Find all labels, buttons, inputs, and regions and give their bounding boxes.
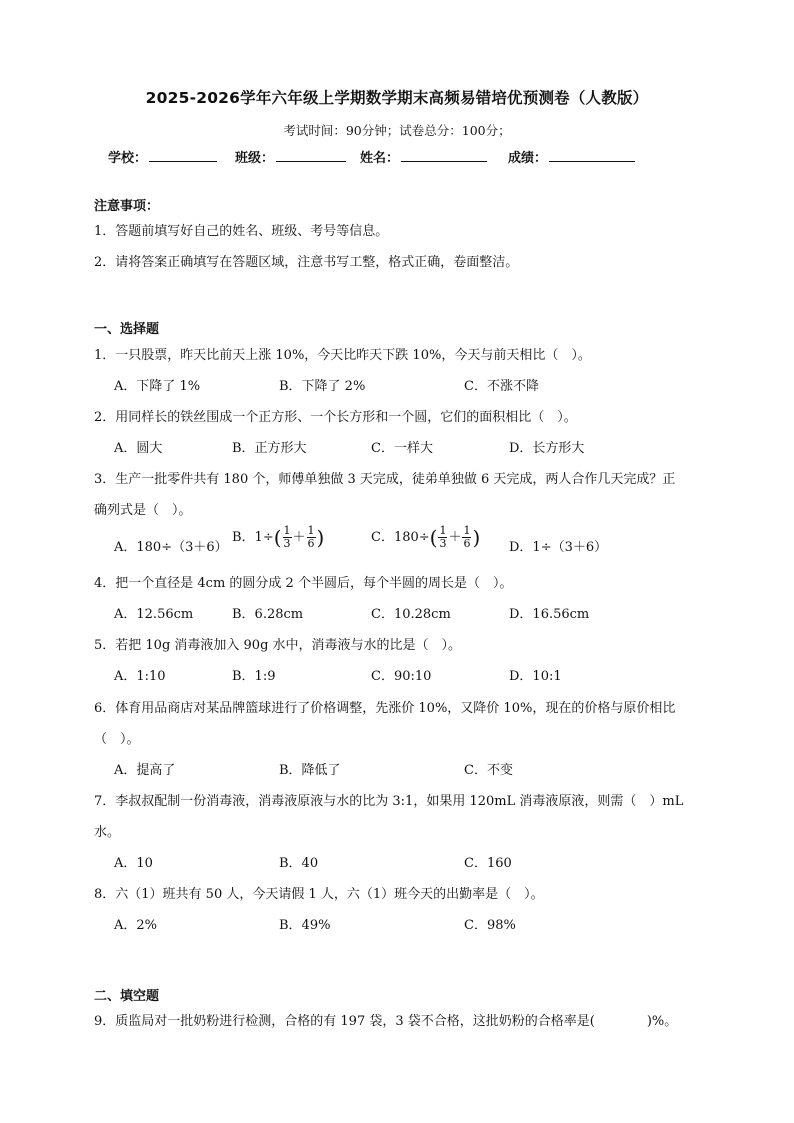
option-7c[interactable]: C．160 xyxy=(464,856,512,871)
plus-sign: ＋ xyxy=(448,530,462,545)
option-2c[interactable]: C．一样大 xyxy=(371,441,433,456)
option-6a[interactable]: A．提高了 xyxy=(114,763,176,778)
numerator: 1 xyxy=(439,524,447,537)
option-1b[interactable]: B．下降了 2% xyxy=(279,379,366,394)
score-label: 成绩： xyxy=(508,151,548,166)
paren-left: ( xyxy=(273,525,282,550)
fraction-one-sixth xyxy=(462,525,471,550)
option-1a[interactable]: A．下降了 1% xyxy=(114,379,201,394)
question-1: 1．一只股票，昨天比前天上涨 10%，今天比昨天下跌 10%，今天与前天相比（ ）。 xyxy=(94,348,591,363)
option-4c[interactable]: C．10.28cm xyxy=(371,607,451,622)
option-3a[interactable]: A．180÷（3＋6） xyxy=(114,540,228,555)
option-3d[interactable]: D．1÷（3＋6） xyxy=(509,540,608,555)
plus-sign: ＋ xyxy=(292,530,306,545)
option-2a[interactable]: A．圆大 xyxy=(114,441,163,456)
option-4d[interactable]: D．16.56cm xyxy=(509,607,590,622)
school-label: 学校： xyxy=(108,151,148,166)
option-7b[interactable]: B．40 xyxy=(279,856,319,871)
option-8b[interactable]: B．49% xyxy=(279,918,331,933)
note-item: 2．请将答案正确填写在答题区域，注意书写工整，格式正确，卷面整洁。 xyxy=(94,255,519,270)
option-4a[interactable]: A．12.56cm xyxy=(114,607,194,622)
denominator: 6 xyxy=(307,537,315,550)
option-6c[interactable]: C．不变 xyxy=(464,763,513,778)
name-label: 姓名： xyxy=(360,151,400,166)
option-2b[interactable]: B．正方形大 xyxy=(232,441,307,456)
class-field[interactable] xyxy=(235,147,346,166)
section-heading-choice: 一、选择题 xyxy=(94,322,160,337)
option-5a[interactable]: A．1:10 xyxy=(114,669,166,684)
question-4: 4．把一个直径是 4cm 的圆分成 2 个半圆后，每个半圆的周长是（ ）。 xyxy=(94,576,513,591)
numerator: 1 xyxy=(307,524,315,537)
denominator: 3 xyxy=(439,537,447,550)
exam-info: 考试时间：90分钟；试卷总分：100分； xyxy=(283,123,511,138)
numerator: 1 xyxy=(283,524,291,537)
option-5c[interactable]: C．90:10 xyxy=(371,669,432,684)
option-3b-label: B．1÷ xyxy=(232,530,274,545)
fraction-one-sixth xyxy=(307,525,316,550)
question-6-cont: （ ）。 xyxy=(94,732,140,747)
name-field[interactable] xyxy=(360,147,487,166)
question-7-cont: 水。 xyxy=(94,825,121,840)
question-6: 6．体育用品商店对某品牌篮球进行了价格调整，先涨价 10%，又降价 10%，现在的价格与原价相比 xyxy=(94,701,676,716)
question-5: 5．若把 10g 消毒液加入 90g 水中，消毒液与水的比是（ ）。 xyxy=(94,638,462,653)
question-8: 8．六（1）班共有 50 人，今天请假 1 人，六（1）班今天的出勤率是（ ）。 xyxy=(94,887,544,902)
question-7: 7．李叔叔配制一份消毒液，消毒液原液与水的比为 3:1，如果用 120mL 消毒液原液，则需（ ）mL xyxy=(94,794,684,809)
score-blank[interactable] xyxy=(549,149,635,162)
class-label: 班级： xyxy=(235,151,275,166)
section-heading-fill: 二、填空题 xyxy=(94,989,160,1004)
fraction-one-third xyxy=(283,525,292,550)
paren-left: ( xyxy=(429,525,438,550)
question-3: 3．生产一批零件共有 180 个，师傅单独做 3 天完成，徒弟单独做 6 天完成，两人合作几天完成？正 xyxy=(94,472,676,487)
school-blank[interactable] xyxy=(149,149,217,162)
score-field[interactable] xyxy=(508,147,635,166)
option-5b[interactable]: B．1:9 xyxy=(232,669,276,684)
option-2d[interactable]: D．长方形大 xyxy=(509,441,585,456)
page-title: 2025-2026学年六年级上学期数学期末高频易错培优预测卷（人教版） xyxy=(145,89,649,107)
paren-right: ) xyxy=(472,525,481,550)
question-9: 9．质监局对一批奶粉进行检测，合格的有 197 袋，3 袋不合格，这批奶粉的合格率是( )%。 xyxy=(94,1014,678,1029)
option-3c-label: C．180÷ xyxy=(371,530,430,545)
option-5d[interactable]: D．10:1 xyxy=(509,669,562,684)
paren-right: ) xyxy=(316,525,325,550)
question-2: 2．用同样长的铁丝围成一个正方形、一个长方形和一个圆，它们的面积相比（ ）。 xyxy=(94,410,577,425)
option-3b[interactable] xyxy=(232,525,324,550)
option-8c[interactable]: C．98% xyxy=(464,918,516,933)
option-6b[interactable]: B．降低了 xyxy=(279,763,341,778)
class-blank[interactable] xyxy=(276,149,346,162)
numerator: 1 xyxy=(463,524,471,537)
notes-heading: 注意事项： xyxy=(94,199,160,214)
denominator: 3 xyxy=(283,537,291,550)
school-field[interactable] xyxy=(108,147,217,166)
note-item: 1．答题前填写好自己的姓名、班级、考号等信息。 xyxy=(94,224,389,239)
option-1c[interactable]: C．不涨不降 xyxy=(464,379,539,394)
option-8a[interactable]: A．2% xyxy=(114,918,158,933)
fraction-one-third xyxy=(438,525,447,550)
option-4b[interactable]: B．6.28cm xyxy=(232,607,304,622)
denominator: 6 xyxy=(463,537,471,550)
option-7a[interactable]: A．10 xyxy=(114,856,153,871)
option-3c[interactable] xyxy=(371,525,480,550)
question-3-cont: 确列式是（ ）。 xyxy=(94,503,192,518)
name-blank[interactable] xyxy=(401,149,487,162)
